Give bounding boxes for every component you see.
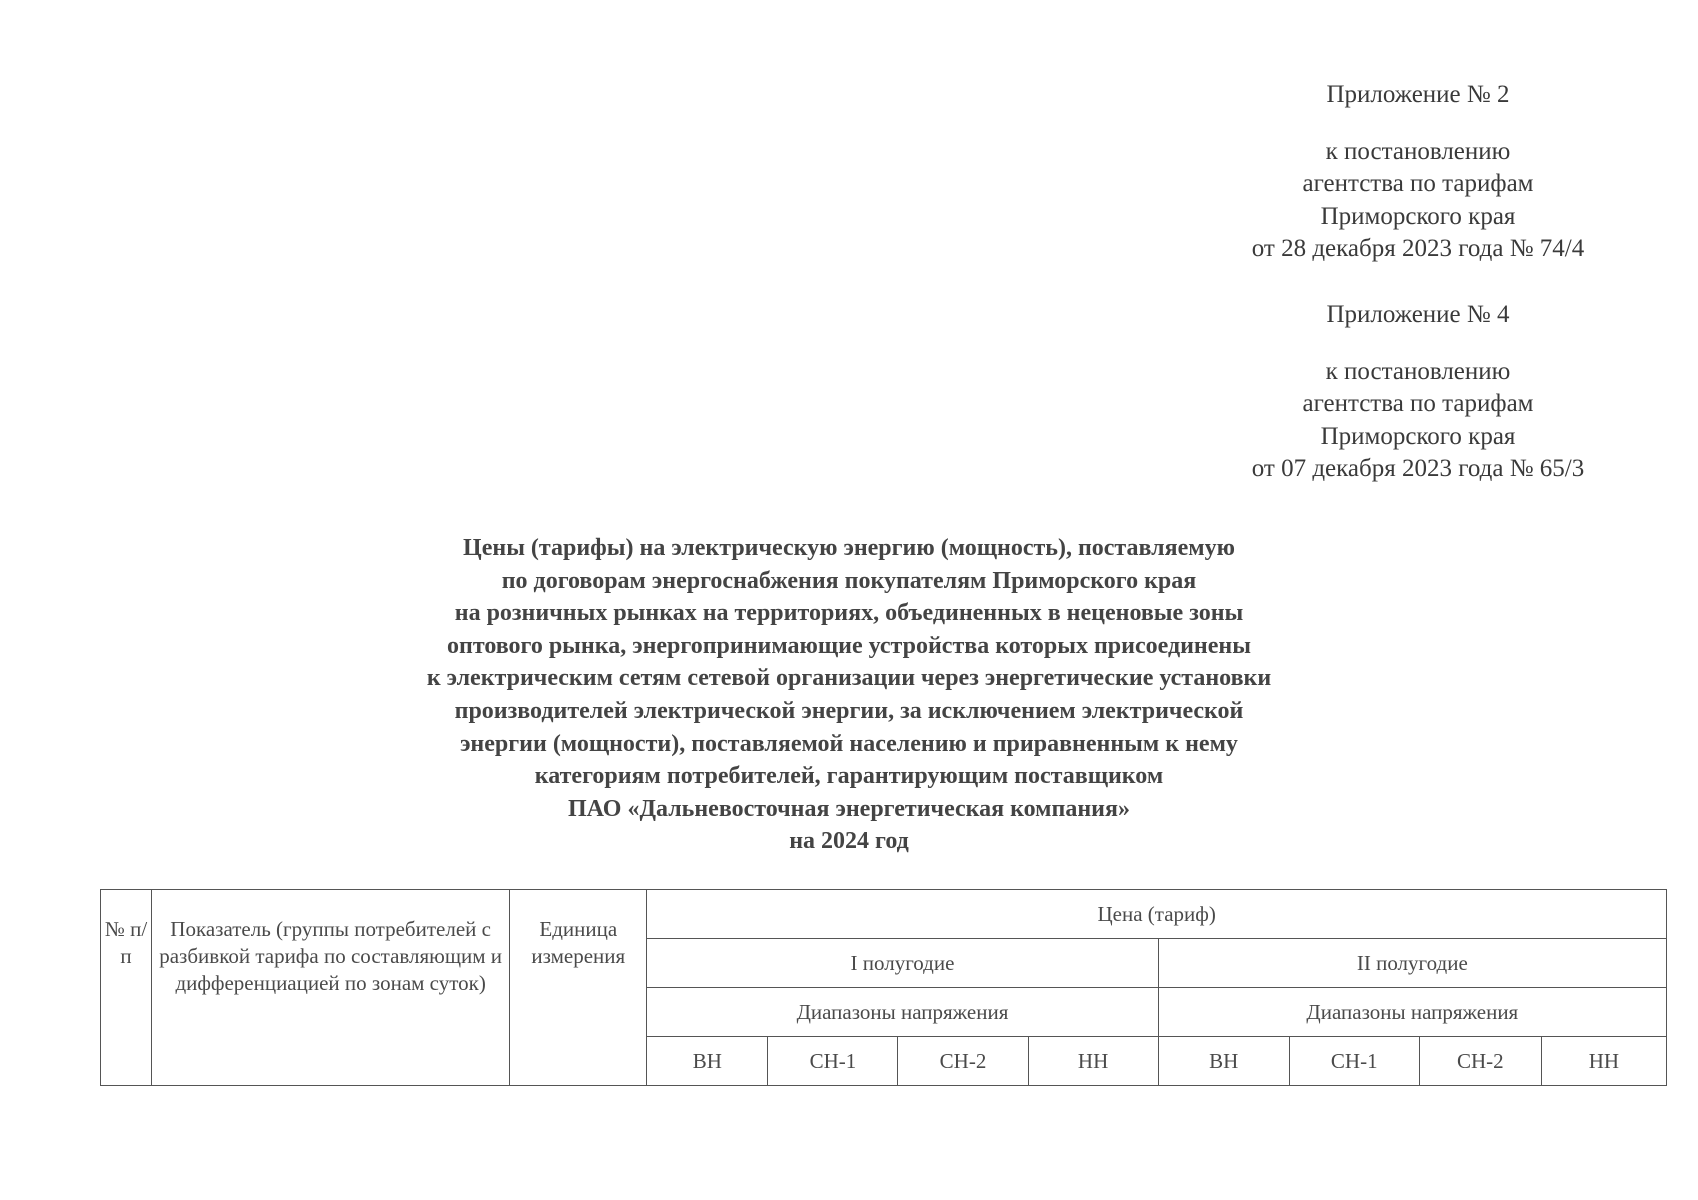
header-voltage-ranges-1: Диапазоны напряжения (647, 988, 1158, 1037)
appendix-line: Приморского края (1320, 422, 1516, 450)
header-voltage-ranges-2: Диапазоны напряжения (1158, 988, 1666, 1037)
appendix-line: к постановлению (1325, 357, 1511, 385)
header-row-number: № п/п (101, 890, 152, 1086)
title-line: к электрическим сетям сетевой организации через энергетические установки (426, 665, 1272, 692)
header-indicator: Показатель (группы потребителей с разбивкой тарифа по составляющим и дифференциацией по зонам суток) (152, 890, 510, 1086)
title-line: на розничных рынках на территориях, объединенных в неценовые зоны (454, 600, 1244, 627)
title-line: Цены (тарифы) на электрическую энергию (мощность), поставляемую (463, 535, 1235, 561)
header-unit: Единица измерения (510, 890, 647, 1086)
appendix-line: к постановлению (1325, 137, 1511, 165)
appendix-date: от 07 декабря 2023 года № 65/3 (1251, 455, 1585, 482)
appendix-date: от 28 декабря 2023 года № 74/4 (1251, 235, 1585, 262)
header-voltage-sn1: СН-1 (1289, 1037, 1419, 1086)
appendix-line: Приморского края (1320, 202, 1516, 230)
tariff-table (100, 889, 1667, 1086)
title-line: по договорам энергоснабжения покупателям Приморского края (501, 567, 1197, 594)
appendix-line: агентства по тарифам (1302, 390, 1534, 417)
appendix-title: Приложение № 4 (1326, 301, 1510, 328)
header-voltage-vn: ВН (647, 1037, 768, 1086)
appendix-block-1 (1208, 79, 1628, 266)
header-voltage-nn: НН (1541, 1037, 1666, 1086)
title-line: категориям потребителей, гарантирующим поставщиком (534, 763, 1164, 790)
document-title (0, 532, 1698, 858)
header-voltage-nn: НН (1028, 1037, 1158, 1086)
appendix-title: Приложение № 2 (1326, 81, 1510, 108)
title-line: производителей электрической энергии, за исключением электрической (454, 697, 1244, 724)
header-voltage-sn2: СН-2 (1419, 1037, 1541, 1086)
title-line: ПАО «Дальневосточная энергетическая компания» (568, 795, 1130, 822)
title-line: на 2024 год (789, 828, 909, 855)
header-voltage-sn1: СН-1 (768, 1037, 898, 1086)
header-half-1: I полугодие (647, 939, 1158, 988)
header-voltage-sn2: СН-2 (898, 1037, 1028, 1086)
header-voltage-vn: ВН (1158, 1037, 1289, 1086)
title-line: энергии (мощности), поставляемой населению и приравненным к нему (460, 730, 1238, 757)
title-line: оптового рынка, энергопринимающие устройства которых присоединены (447, 632, 1251, 659)
appendix-line: агентства по тарифам (1302, 170, 1534, 197)
header-half-2: II полугодие (1158, 939, 1666, 988)
header-price: Цена (тариф) (647, 890, 1667, 939)
appendix-block-2 (1208, 299, 1628, 486)
